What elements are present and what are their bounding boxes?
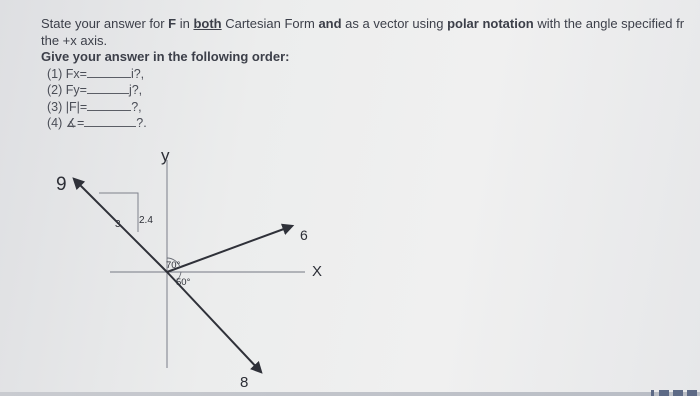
answer-fy-label: (2) Fy=: [47, 83, 87, 97]
dock-mark-3: [673, 390, 683, 396]
answer-fx-label: (1) Fx=: [47, 66, 87, 81]
force-vector-6: [167, 226, 292, 272]
lower-magnitude-label: 8: [240, 374, 249, 391]
dock-mark-1: [651, 390, 654, 396]
q1-vector: as a vector using: [341, 16, 448, 31]
angle-70-label: 70°: [166, 260, 181, 271]
q1-and: and: [318, 16, 342, 31]
leg-3-label: 3: [115, 219, 121, 230]
y-axis-label: y: [161, 146, 170, 165]
upper-left-magnitude-label: 9: [56, 174, 67, 195]
angle-50-label: 50°: [176, 277, 191, 288]
q1-force-symbol: F: [168, 16, 177, 31]
dock-mark-4: [687, 390, 697, 396]
q1-prefix: State your answer for: [41, 16, 169, 31]
q1-rest: with the angle specified fr: [533, 16, 685, 31]
q1-mid: in: [176, 16, 194, 31]
answer-angle-suffix: ?.: [136, 116, 147, 130]
dock-mark-2: [659, 390, 669, 396]
taskbar-edge: [0, 392, 700, 396]
leg-2-4-label: 2.4: [139, 215, 153, 226]
answer-fy-suffix: j?,: [128, 83, 143, 97]
q1-polar: polar notation: [447, 16, 534, 31]
x-axis-label: X: [312, 263, 323, 280]
right-magnitude-label: 6: [300, 227, 308, 243]
answer-magnitude-suffix: ?,: [131, 99, 142, 114]
q1-both: both: [193, 16, 222, 31]
q1-cartesian: Cartesian Form: [221, 16, 319, 31]
answer-fx-suffix: i?,: [130, 66, 145, 81]
order-instruction: Give your answer in the following order:: [41, 49, 290, 64]
question-line-2: the +x axis.: [41, 32, 108, 48]
answer-magnitude-label: (3) |F|=: [47, 99, 88, 114]
answer-angle-label: (4) ∡=: [47, 116, 85, 130]
